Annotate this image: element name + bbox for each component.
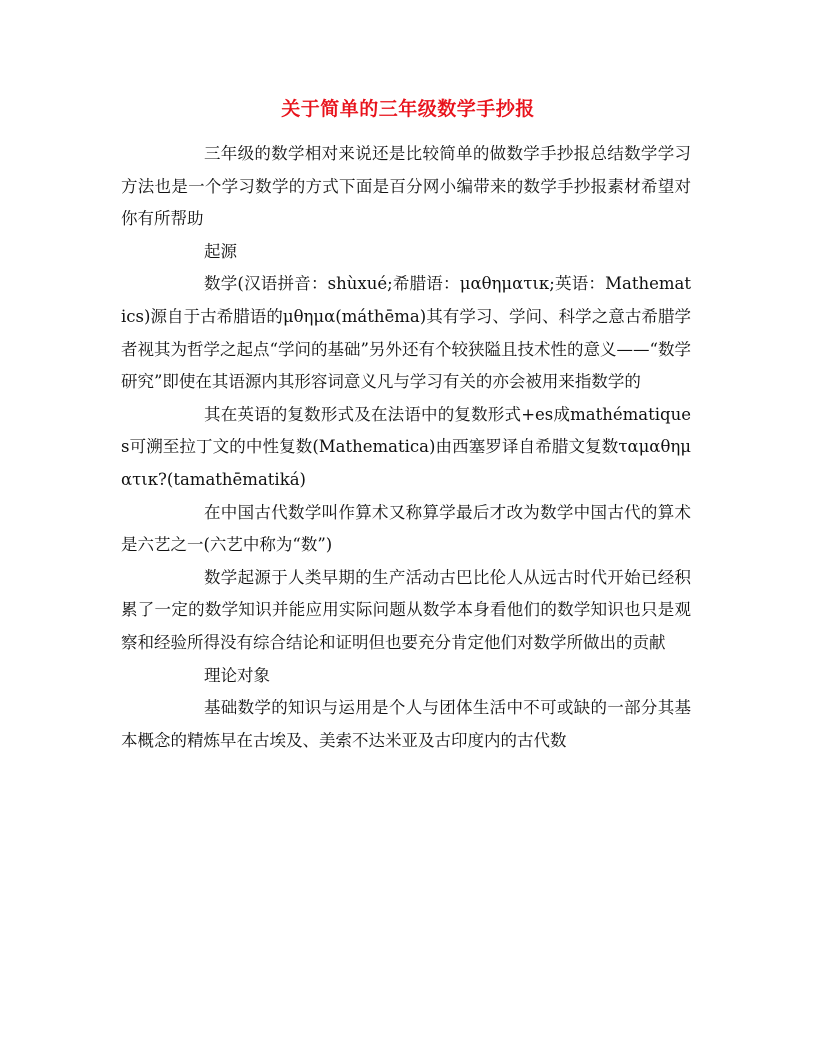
page-title: 关于简单的三年级数学手抄报 <box>281 98 535 120</box>
paragraph-basic-math: 基础数学的知识与运用是个人与团体生活中不可或缺的一部分其基本概念的精炼早在古埃及、美索不达米亚及古印度内的古代数 <box>121 698 691 750</box>
section-heading-origin: 起源 <box>204 241 237 261</box>
paragraph-plural-form: 其在英语的复数形式及在法语中的复数形式+es成mathématiques可溯至拉丁文的中性复数(Mathematica)由西塞罗译自希腊文复数ταμαθηματικ?(tamathēmatiká) <box>121 404 691 489</box>
paragraph-ancient-china: 在中国古代数学叫作算术又称算学最后才改为数学中国古代的算术是六艺之一(六艺中称为“数”) <box>121 502 691 555</box>
paragraph-intro: 三年级的数学相对来说还是比较简单的做数学手抄报总结数学学习方法也是一个学习数学的方式下面是百分网小编带来的数学手抄报素材希望对你有所帮助 <box>121 144 691 229</box>
section-heading-theory: 理论对象 <box>204 665 270 685</box>
paragraph-etymology: 数学(汉语拼音：shùxué;希腊语：μαθηματικ;英语：Mathematics)源自于古希腊语的μθημα(máthēma)其有学习、学问、科学之意古希腊学者视其为哲学之起点“学问的基础”另外还有个较狭隘且技术性的意义——“数学研究”即使在其语源内其形容词意义凡与学习有关的亦会被用来指数学的 <box>121 274 691 392</box>
paragraph-babylon: 数学起源于人类早期的生产活动古巴比伦人从远古时代开始已经积累了一定的数学知识并能应用实际问题从数学本身看他们的数学知识也只是观察和经验所得没有综合结论和证明但也要充分肯定他们对数学所做出的贡献 <box>121 567 691 652</box>
document-body <box>121 138 691 757</box>
